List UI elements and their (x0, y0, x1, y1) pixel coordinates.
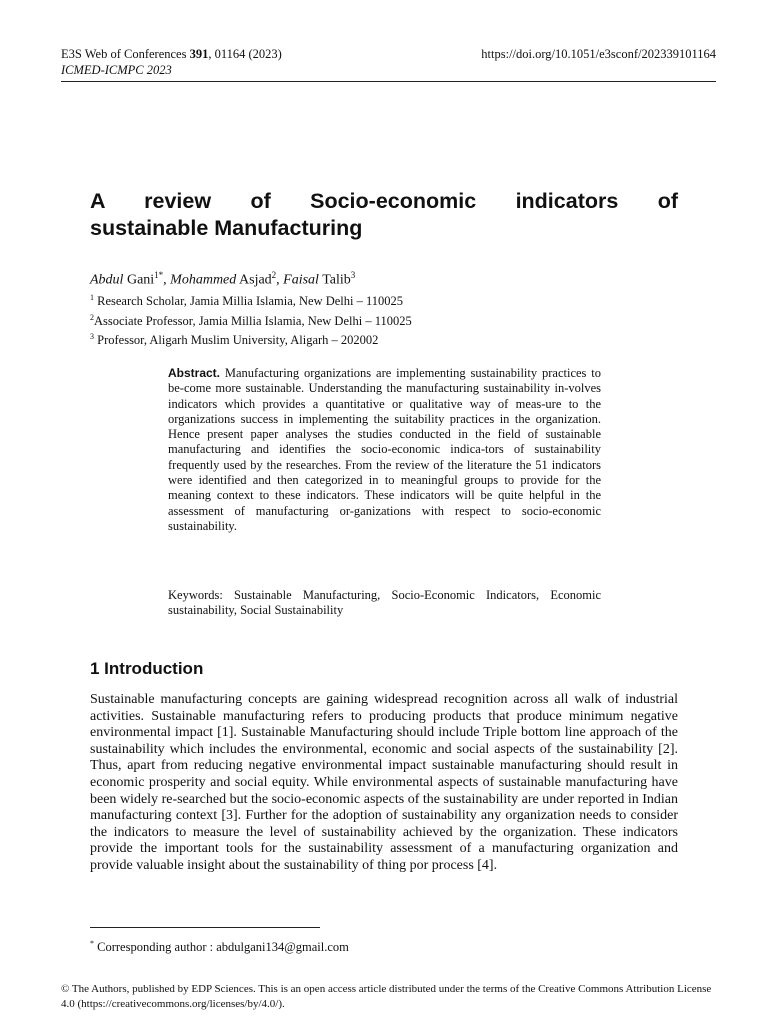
footnote-marker: * (90, 939, 94, 948)
author-family-name: Gani (123, 272, 155, 288)
affiliation-text: Professor, Aligarh Muslim University, Aligarh – 202002 (94, 333, 379, 348)
conference-name: ICMED-ICMPC 2023 (61, 63, 172, 77)
affiliation-marker: 2 (90, 312, 94, 322)
affiliation-text: Associate Professor, Jamia Millia Islamia, New Delhi – 110025 (94, 313, 412, 328)
author-affil-marker: 2 (271, 270, 277, 280)
author-given-name: Abdul (90, 272, 124, 288)
affiliation-item (90, 290, 412, 310)
doi-link[interactable]: https://doi.org/10.1051/e3sconf/202339101164 (481, 47, 716, 61)
author-family-name: Talib (318, 272, 351, 288)
abstract-text: Manufacturing organizations are implementing sustainability practices to be-come more sustainable. Understanding the manufacturing sustainability in-volves indicators which provides a quantitative or qualitative way of meas-ure to the organizations success in implementing the suitability practices in the organization. Hence present paper analyses the studies conducted in the field of sustainable manufacturing and identifies the socio-economic indica-tors of sustainability frequently used by the researches. From the review of the literature the 51 indicators were identified and then categorized in to meaningful groups to provide for the meaning context to these indicators. These indicators will be quite helpful in the assessment of manufacturing or-ganizations with respect to socio-economic sustainability. (168, 366, 601, 533)
affiliation-item (90, 310, 412, 330)
abstract (168, 366, 601, 534)
author-given-name: Mohammed (170, 272, 237, 288)
journal-volume: 391 (189, 47, 209, 61)
running-header (61, 46, 716, 78)
author-affil-marker: 1* (154, 270, 164, 280)
author-separator: , (163, 272, 171, 288)
header-rule (61, 81, 716, 82)
license-notice: © The Authors, published by EDP Sciences. This is an open access article distributed under the terms of the Creative Commons Attribution License 4.0 (https://creativecommons.org/licenses/by/4.0/). (61, 983, 712, 1010)
title-line-2: sustainable Manufacturing (90, 216, 363, 240)
section-heading: 1 Introduction (90, 659, 204, 678)
journal-prefix: E3S Web of Conferences (61, 47, 190, 61)
journal-citation (61, 46, 282, 78)
introduction-paragraph: Sustainable manufacturing concepts are gaining widespread recognition across all walk of industrial activities. Sustainable manufacturing refers to producing products that produce minimum negative environmental impact [1]. Sustainable Manufacturing should include Triple bottom line approach of the sustainability which includes the environmental, economic and social aspects of the sustainability [2]. Thus, apart from reducing negative environmental impact sustainable manufacturing should result in economic prosperity and social equity. While environmental aspects of sustainable manufacturing have been widely re-searched but the socio-economic aspects of the sustainability are under reported in Indian manufacturing context [3]. Further for the adoption of sustainability any organization needs to consider the indicators to measure the level of sustainability achieved by the organization. These indicators provide the important tools for the sustainability assessment of a manufacturing organization and provide valuable insight about the sustainability of thing por process [4]. (90, 692, 678, 873)
footnote-text: Corresponding author : abdulgani134@gmail.com (94, 940, 349, 955)
affiliation-item (90, 329, 412, 349)
article-number: , 01164 (2023) (208, 47, 282, 61)
title-line-1: A review of Socio-economic indicators of (90, 189, 678, 213)
affiliation-marker: 1 (90, 293, 94, 302)
author-separator: , (276, 272, 284, 288)
paper-title (90, 188, 678, 242)
affiliation-marker: 3 (90, 332, 94, 342)
affiliation-list (90, 290, 412, 349)
footnote (90, 936, 349, 955)
author-given-name: Faisal (283, 272, 319, 288)
keywords: Keywords: Sustainable Manufacturing, Socio-Economic Indicators, Economic sustainability, Social Sustainability (168, 588, 601, 618)
author-list (90, 266, 355, 290)
author-affil-marker: 3 (350, 270, 356, 280)
affiliation-text: Research Scholar, Jamia Millia Islamia, New Delhi – 110025 (94, 294, 404, 309)
abstract-label: Abstract. (168, 366, 221, 380)
footnote-rule (90, 927, 320, 928)
author-family-name: Asjad (236, 272, 272, 288)
